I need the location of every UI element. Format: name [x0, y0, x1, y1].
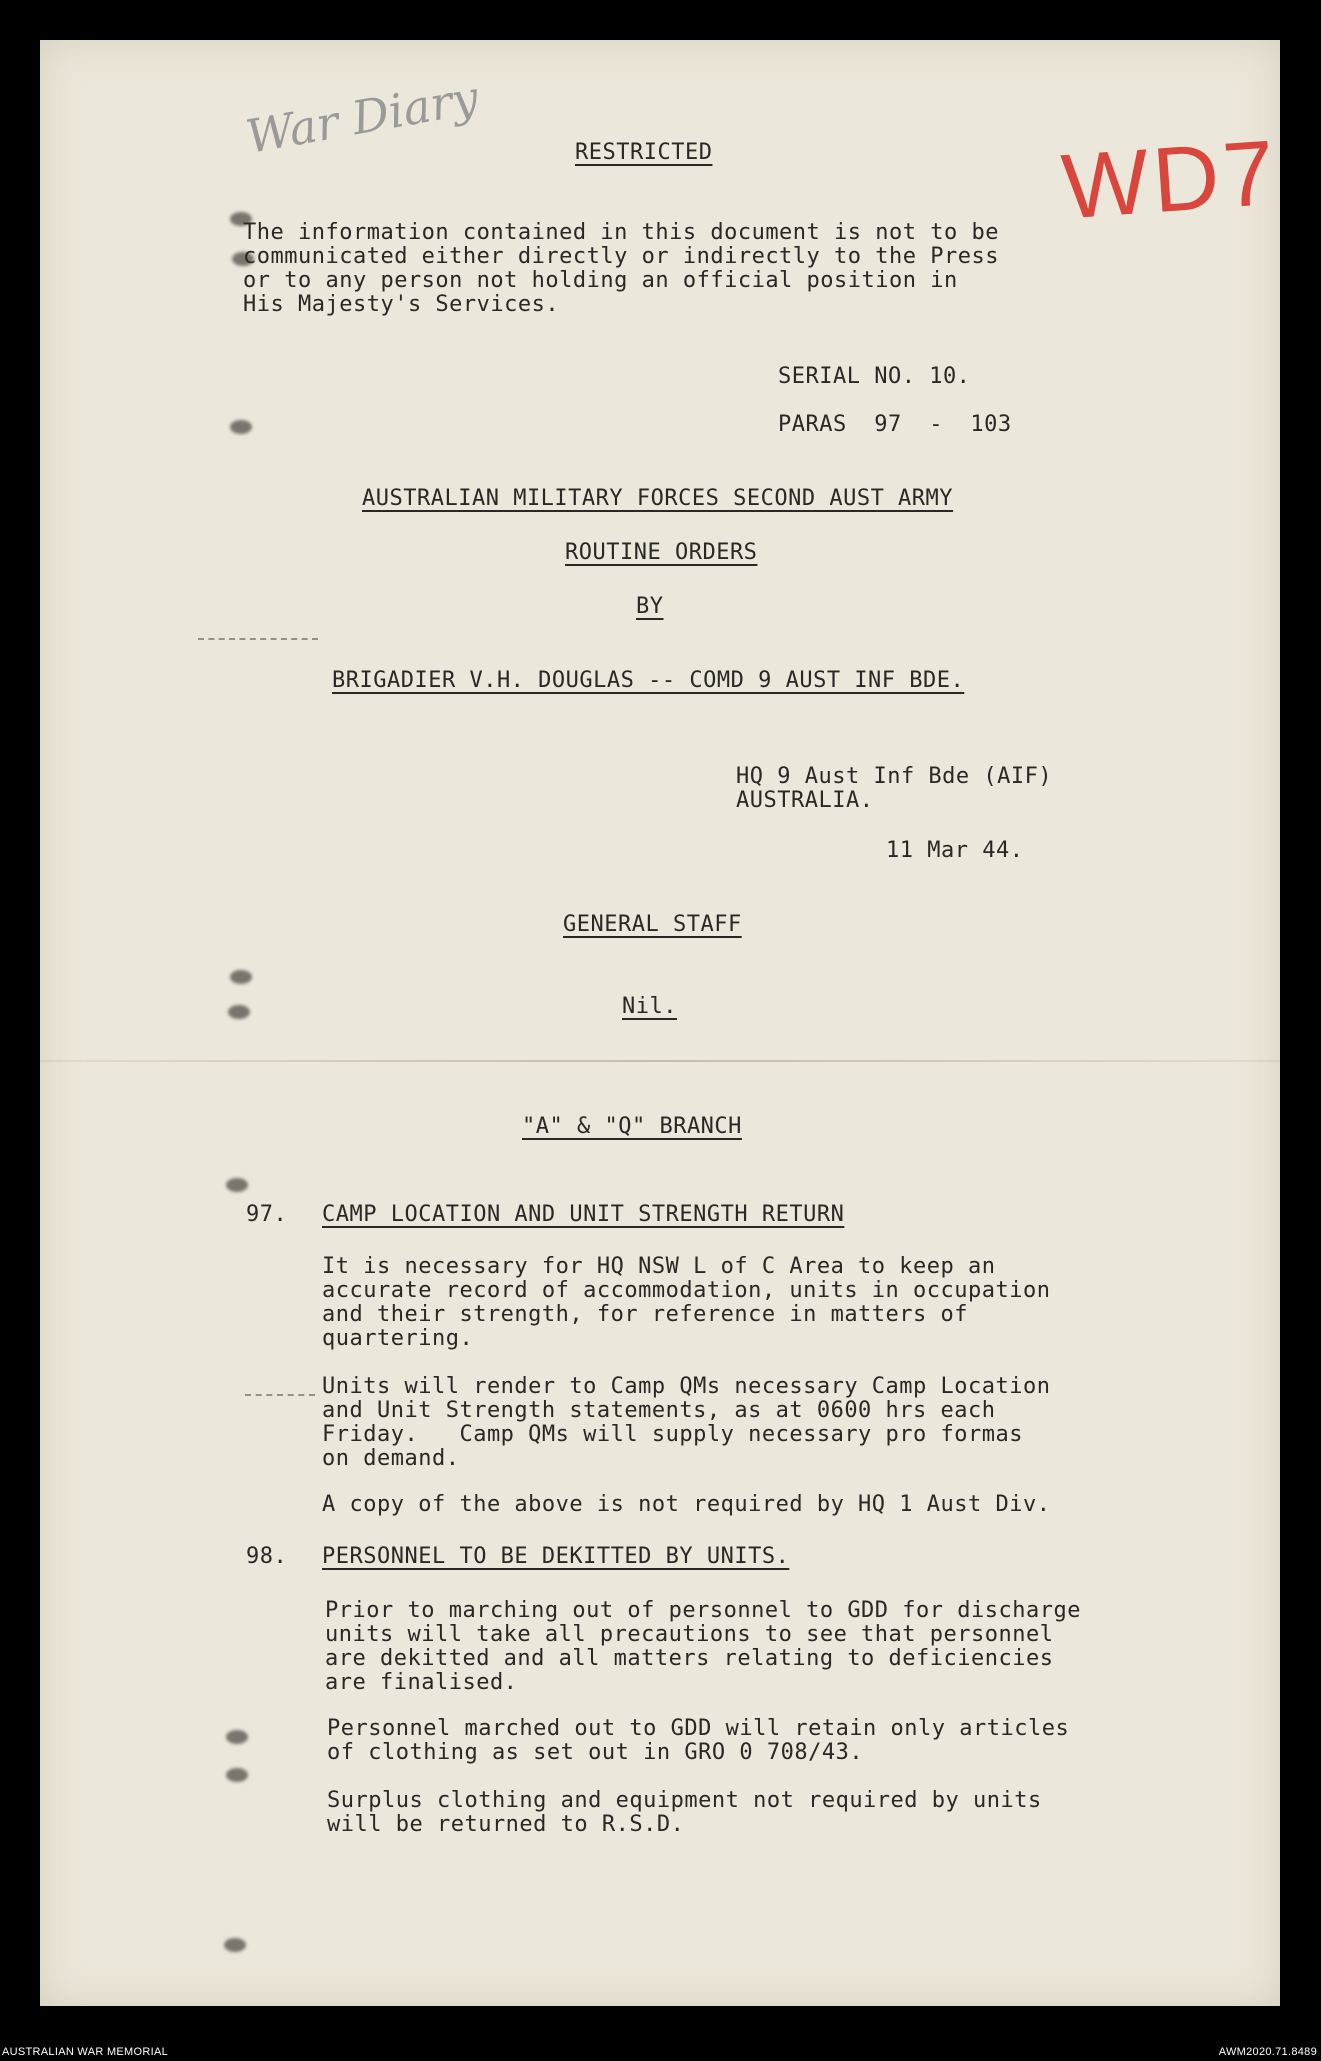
- notice-line-1: The information contained in this document is not to be: [243, 220, 999, 245]
- para-98-body3-line1: Surplus clothing and equipment not required by units: [327, 1788, 1042, 1813]
- notice-line-3: or to any person not holding an official position in: [243, 268, 958, 293]
- pencil-dash-line: [245, 1394, 315, 1396]
- punch-hole: [226, 1768, 248, 1782]
- serial-number: SERIAL NO. 10.: [778, 364, 971, 389]
- para-97-number: 97.: [246, 1202, 288, 1227]
- title-line-2: ROUTINE ORDERS: [565, 540, 758, 565]
- para-97-body1-line1: It is necessary for HQ NSW L of C Area to keep an: [322, 1254, 996, 1279]
- punch-hole: [230, 420, 252, 434]
- pencil-dash-line: [198, 638, 318, 640]
- title-line-3: BY: [636, 594, 664, 619]
- document-date: 11 Mar 44.: [886, 838, 1024, 863]
- section-general-staff: GENERAL STAFF: [563, 912, 742, 937]
- para-98-body1-line4: are finalised.: [325, 1670, 518, 1695]
- classification-heading: RESTRICTED: [575, 140, 713, 165]
- para-97-body1-line4: quartering.: [322, 1326, 474, 1351]
- para-98-body1-line3: are dekitted and all matters relating to deficiencies: [325, 1646, 1054, 1671]
- punch-hole: [226, 1730, 248, 1744]
- para-97-body2-line4: on demand.: [322, 1446, 460, 1471]
- origin-country: AUSTRALIA.: [736, 788, 874, 813]
- para-97-heading: CAMP LOCATION AND UNIT STRENGTH RETURN: [322, 1202, 845, 1227]
- footer-credit-left: AUSTRALIAN WAR MEMORIAL: [2, 2046, 169, 2058]
- title-line-4: BRIGADIER V.H. DOUGLAS -- COMD 9 AUST INF BDE.: [332, 668, 965, 693]
- document-page: [40, 40, 1280, 2006]
- notice-line-4: His Majesty's Services.: [243, 292, 560, 317]
- para-97-body1-line2: accurate record of accommodation, units in occupation: [322, 1278, 1051, 1303]
- section-branch: "A" & "Q" BRANCH: [522, 1114, 742, 1139]
- para-97-body3: A copy of the above is not required by HQ 1 Aust Div.: [322, 1492, 1051, 1517]
- para-98-body2-line2: of clothing as set out in GRO 0 708/43.: [327, 1740, 864, 1765]
- para-98-number: 98.: [246, 1544, 288, 1569]
- paras-range: PARAS 97 - 103: [778, 412, 1012, 437]
- para-97-body2-line3: Friday. Camp QMs will supply necessary pro formas: [322, 1422, 1024, 1447]
- para-97-body2-line1: Units will render to Camp QMs necessary Camp Location: [322, 1374, 1051, 1399]
- punch-hole: [230, 970, 252, 984]
- para-98-body3-line2: will be returned to R.S.D.: [327, 1812, 685, 1837]
- para-98-body2-line1: Personnel marched out to GDD will retain only articles: [327, 1716, 1070, 1741]
- section-nil: Nil.: [622, 994, 677, 1019]
- page-fold: [40, 1060, 1280, 1062]
- para-98-body1-line2: units will take all precautions to see that personnel: [325, 1622, 1054, 1647]
- origin-hq: HQ 9 Aust Inf Bde (AIF): [736, 764, 1053, 789]
- para-97-body1-line3: and their strength, for reference in matters of: [322, 1302, 969, 1327]
- notice-line-2: communicated either directly or indirectly to the Press: [243, 244, 999, 269]
- handwritten-annotation: War Diary: [242, 70, 483, 164]
- para-98-body1-line1: Prior to marching out of personnel to GDD for discharge: [325, 1598, 1081, 1623]
- title-line-1: AUSTRALIAN MILITARY FORCES SECOND AUST ARMY: [362, 486, 954, 511]
- stamp-wd7: WD7: [1058, 121, 1282, 239]
- para-97-body2-line2: and Unit Strength statements, as at 0600 hrs each: [322, 1398, 996, 1423]
- punch-hole: [226, 1178, 248, 1192]
- punch-hole: [224, 1938, 246, 1952]
- para-98-heading: PERSONNEL TO BE DEKITTED BY UNITS.: [322, 1544, 790, 1569]
- punch-hole: [228, 1005, 250, 1019]
- footer-credit-right: AWM2020.71.8489: [1218, 2046, 1317, 2058]
